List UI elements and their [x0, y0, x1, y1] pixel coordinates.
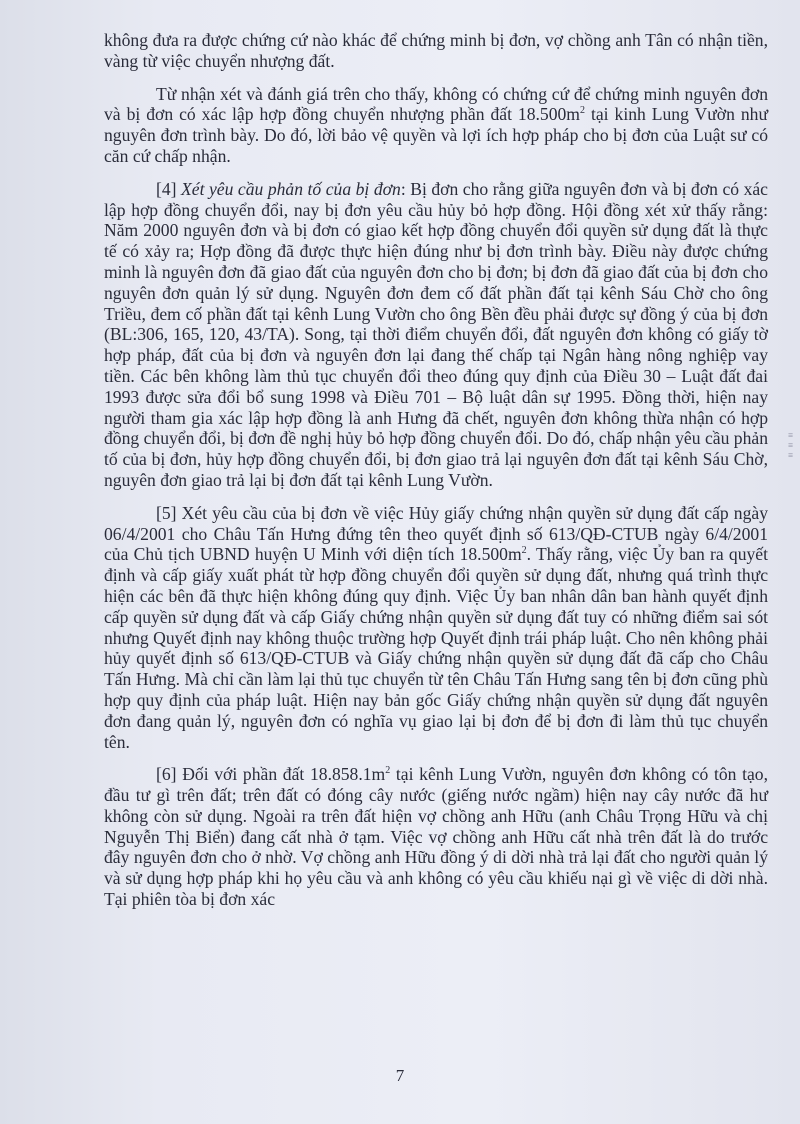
paragraph-text: [5] Xét yêu cầu của bị đơn về việc Hủy giấy chứng nhận quyền sử dụng đất cấp ngày 06/4/2001 cho Châu Tấn Hưng đứng tên theo quyết định số 613/QĐ-CTUB ngày 6/4/2001 của Chủ tịch UBND huyện U Minh với diện tích 18.500m — [104, 502, 768, 565]
paragraph-text: : Bị đơn cho rằng giữa nguyên đơn và bị đơn có xác lập hợp đồng chuyển đổi, nay bị đơn yêu cầu hủy bỏ hợp đồng. Hội đồng xét xử thấy rằng: Năm 2000 nguyên đơn và bị đơn có giao kết hợp đồng chuyển đổi quyền sử dụng đất là thực tế có xảy ra; Hợp đồng đã được thực hiện đúng như bị đơn trình bày. Điều này được chứng minh là nguyên đơn đã giao đất của nguyên đơn cho bị đơn; bị đơn đã giao đất của bị đơn cho nguyên đơn quản lý sử dụng. Nguyên đơn đem cố đất phần đất tại kênh Sáu Chờ cho ông Triều, đem cố phần đất tại kênh Lung Vườn cho ông Bền đều phải được sự đồng ý của bị đơn (BL:306, 165, 120, 43/TA). Song, tại thời điểm chuyển đổi, đất nguyên đơn không có giấy tờ hợp pháp, đất của bị đơn và nguyên đơn lại đang thế chấp tại Ngân hàng nông nghiệp vay tiền. Các bên không làm thủ tục chuyển đổi theo đúng quy định của Điều 30 – Luật đất đai 1993 được sửa đổi bổ sung 1998 và Điều 701 – Bộ luật dân sự 1995. Đồng thời, hiện nay người tham gia xác lập hợp đồng là anh Hưng đã chết, nguyên đơn không thừa nhận có hợp đồng chuyển đổi, bị đơn đề nghị hủy bỏ hợp đồng chuyển đổi. Do đó, chấp nhận yêu cầu phản tố của bị đơn, hủy hợp đồng chuyển đổi, bị đơn giao trả lại nguyên đơn đất tại kênh Sáu Chờ, nguyên đơn giao trả lại bị đơn đất tại kênh Lung Vườn. — [104, 178, 768, 490]
paragraph-conclusion — [104, 84, 768, 167]
paragraph-text: không đưa ra được chứng cứ nào khác để chứng minh bị đơn, vợ chồng anh Tân có nhận tiền, vàng từ việc chuyển nhượng đất. — [104, 30, 768, 71]
paragraph-6 — [104, 764, 768, 910]
paragraph-4 — [104, 179, 768, 491]
superscript: 2 — [521, 545, 527, 557]
paragraph-number: [4] — [156, 178, 177, 199]
italic-heading: Xét yêu cầu phản tố của bị đơn — [176, 178, 401, 199]
paragraph-text: . Thấy rằng, việc Ủy ban ra quyết định và cấp giấy xuất phát từ hợp đồng chuyển đổi quyền sử dụng đất, nhưng quá trình thực hiện các bên đã thực hiện không đúng quy định. Việc Ủy ban nhân dân ban hành quyết định cấp quyền sử dụng đất và cấp Giấy chứng nhận quyền sử dụng đất tuy có những điểm sai sót nhưng Quyết định nay không thuộc trường hợp Quyết định trái pháp luật. Cho nên không phải hủy quyết định số 613/QĐ-CTUB và Giấy chứng nhận quyền sử dụng đất đã cấp cho Châu Tấn Hưng. Mà chỉ cần làm lại thủ tục chuyển từ tên Châu Tấn Hưng sang tên bị đơn cũng phù hợp quy định của pháp luật. Hiện nay bản gốc Giấy chứng nhận quyền sử dụng đất nguyên đơn đang quản lý, nguyên đơn có nghĩa vụ giao lại bị đơn để bị đơn đi làm thủ tục chuyển tên. — [104, 544, 768, 752]
edge-marks: ≡ ≡ ≡ — [788, 430, 794, 460]
paragraph-continuation — [104, 30, 768, 72]
superscript: 2 — [385, 765, 391, 777]
paragraph-text: [6] Đối với phần đất 18.858.1m — [156, 764, 386, 785]
paragraph-5 — [104, 503, 768, 753]
paragraph-text: tại kinh Lung Vườn như nguyên đơn trình bày. Do đó, lời bảo vệ quyền và lợi ích hợp pháp cho bị đơn của Luật sư có căn cứ chấp nhận. — [104, 104, 768, 166]
paragraph-text: tại kênh Lung Vườn, nguyên đơn không có tôn tạo, đầu tư gì trên đất; trên đất có đóng cây nước (giếng nước ngầm) hiện nay cây nước đã hư không còn sử dụng. Ngoài ra trên đất hiện vợ chồng anh Hữu (anh Châu Trọng Hữu và chị Nguyễn Thị Biển) đang cất nhà ở tạm. Việc vợ chồng anh Hữu cất nhà trên đất là do trước đây nguyên đơn cho ở nhờ. Vợ chồng anh Hữu đồng ý di dời nhà trả lại đất cho người quản lý và sử dụng hợp pháp khi họ yêu cầu và anh không có yêu cầu khiếu nại gì về việc di dời nhà. Tại phiên tòa bị đơn xác — [104, 764, 768, 910]
paragraph-text: Từ nhận xét và đánh giá trên cho thấy, không có chứng cứ để chứng minh nguyên đơn và bị đơn có xác lập hợp đồng chuyển nhượng phần đất 18.500m — [104, 83, 768, 125]
superscript: 2 — [580, 105, 585, 117]
page-number: 7 — [395, 1066, 405, 1085]
